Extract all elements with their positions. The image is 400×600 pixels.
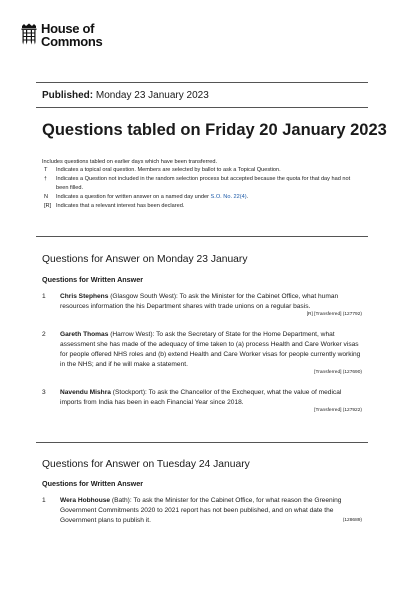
section-title: Questions for Answer on Tuesday 24 January [42, 459, 250, 470]
legend-key: T [44, 167, 48, 173]
question-reference: [R] [Transferred] (127792) [306, 312, 362, 317]
member-name: Navendu Mishra [60, 389, 111, 396]
standing-order-link[interactable]: S.O. No. 22(4) [210, 194, 247, 200]
legend-item [42, 175, 362, 192]
legend-key: [R] [44, 203, 52, 209]
question-item [42, 496, 362, 526]
question-text: To ask the Chancellor of the Exchequer, what the value of medical imports from India has been in each Financial Year since 2018. [60, 389, 342, 406]
question-reference: [Transferred] (127690) [314, 370, 362, 375]
constituency: (Bath): [110, 497, 134, 504]
question-item [42, 388, 362, 414]
question-item [42, 330, 362, 376]
published-line [42, 90, 209, 101]
question-reference: (128689) [342, 518, 362, 523]
question-number: 3 [42, 389, 46, 396]
question-item [42, 292, 362, 318]
legend-text: Indicates that a relevant interest has been declared. [56, 203, 185, 209]
question-text: To ask the Minister for the Cabinet Office, for what reason the Greening Government Commitments 2020 to 2021 report has not been published, and on what date the Government plans to publish it. [60, 497, 342, 524]
portcullis-icon [20, 23, 38, 45]
logo-line-2: Commons [41, 34, 103, 49]
question-number: 2 [42, 331, 46, 338]
divider [36, 442, 368, 443]
section-subtitle: Questions for Written Answer [42, 275, 144, 284]
legend-key: † [44, 176, 47, 182]
legend-item [42, 166, 362, 175]
house-of-commons-logo [20, 22, 102, 48]
member-name: Chris Stephens [60, 293, 109, 300]
question-number: 1 [42, 293, 46, 300]
legend-item [42, 202, 362, 211]
constituency: (Stockport): [110, 389, 149, 396]
member-name: Gareth Thomas [60, 331, 109, 338]
question-text: To ask the Minister for the Cabinet Office, what human resources information the his Department shares with trade unions on a regular basis. [60, 293, 339, 310]
published-date: Monday 23 January 2023 [95, 90, 209, 101]
legend-text: Indicates a question for written answer on a named day under S.O. No. 22(4). [56, 194, 249, 200]
question-text: To ask the Secretary of State for the Home Department, what assessment she has made of the adequacy of time taken to (a) process Health and Care Worker visas for people offered NHS roles and (b) extend Health and Care Worker visas for people currently working in the NHS; and if he will make a statement. [60, 331, 361, 368]
section-title: Questions for Answer on Monday 23 January [42, 254, 248, 265]
question-number: 1 [42, 497, 46, 504]
intro-text: Includes questions tabled on earlier days which have been transferred. [42, 159, 218, 165]
legend-text: Indicates a topical oral question. Members are selected by ballot to ask a Topical Question. [56, 167, 281, 173]
divider [36, 82, 368, 83]
legend-text: Indicates a Question not included in the random selection process but accepted because the quota for that day had not been filled. [56, 176, 351, 191]
section-subtitle: Questions for Written Answer [42, 479, 144, 488]
logo-line-1: House of [41, 21, 95, 36]
divider [36, 107, 368, 108]
member-name: Wera Hobhouse [60, 497, 111, 504]
published-label: Published: [42, 90, 94, 101]
logo-wordmark [41, 22, 102, 48]
constituency: (Harrow West): [108, 331, 157, 338]
page-title: Questions tabled on Friday 20 January 2023 [42, 121, 387, 139]
divider [36, 236, 368, 237]
constituency: (Glasgow South West): [108, 293, 180, 300]
question-reference: [Transferred] (127922) [314, 408, 362, 413]
legend-item [42, 193, 362, 202]
legend-key: N [44, 194, 49, 200]
